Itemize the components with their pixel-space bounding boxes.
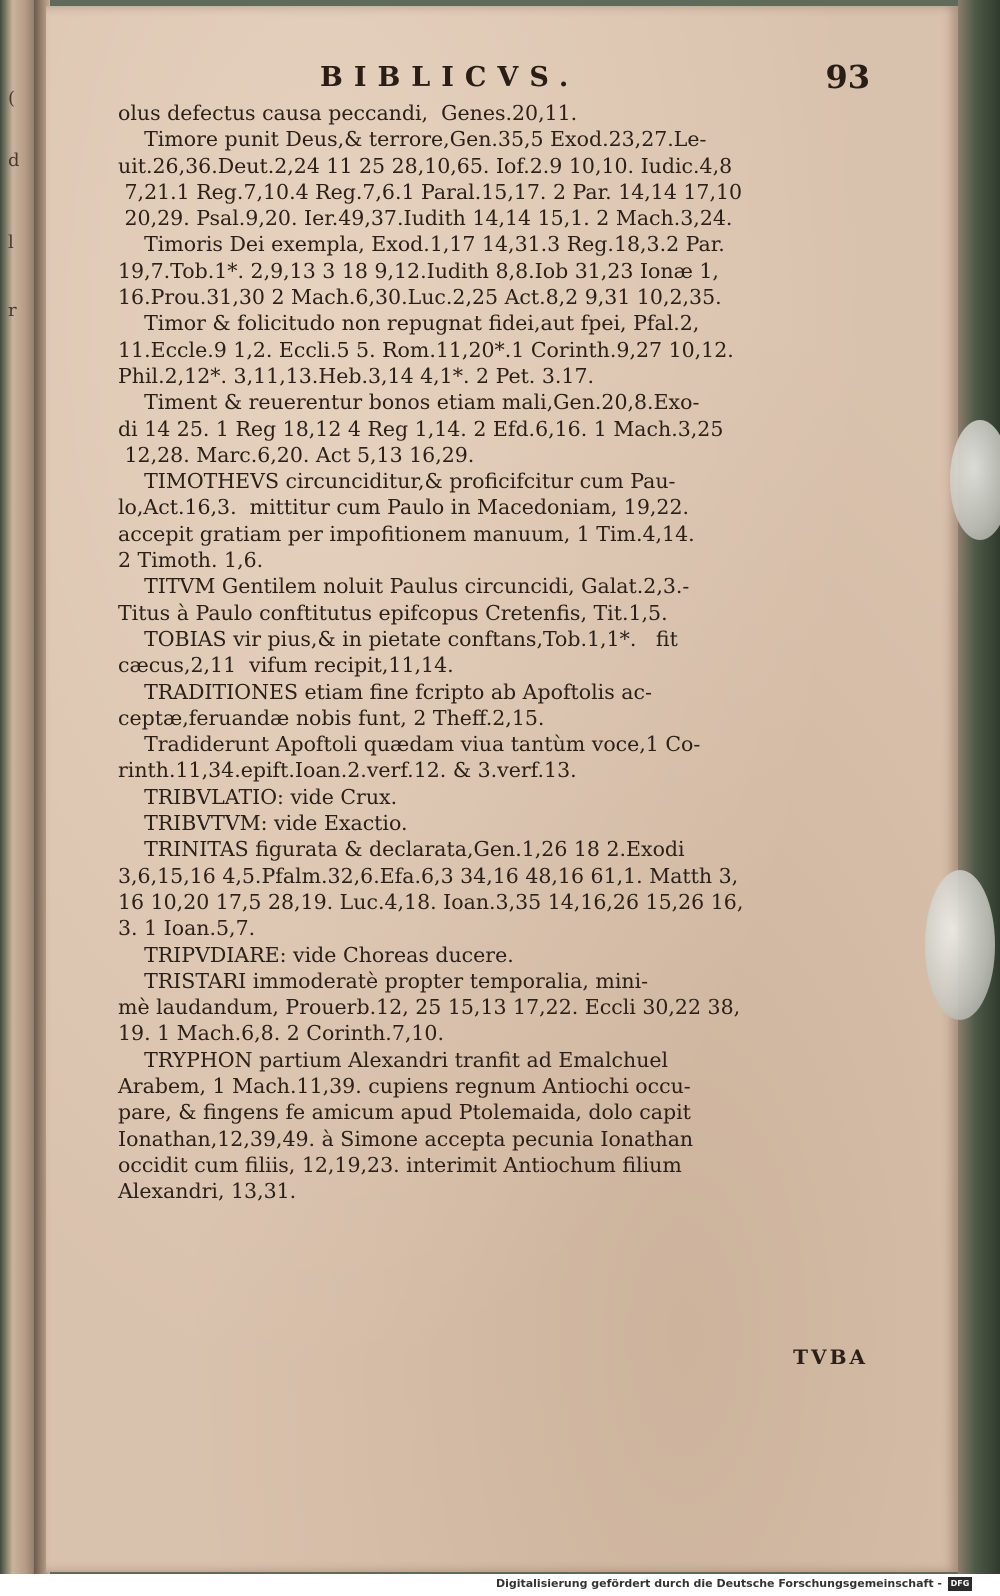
text-line: lo,Act.16,3. mittitur cum Paulo in Macedoniam, 19,22.	[118, 495, 690, 520]
text-line: 16 10,20 17,5 28,19. Luc.4,18. Ioan.3,35 14,16,26 15,26 16,	[118, 889, 744, 914]
text-line: TIMOTHEVS circunciditur,& proficifcitur cum Pau-	[118, 469, 676, 494]
text-line: uit.26,36.Deut.2,24 11 25 28,10,65. Iof.2.9 10,10. Iudic.4,8	[118, 153, 733, 178]
text-line: Tradiderunt Apoftoli quædam viua tantùm voce,1 Co-	[118, 732, 701, 757]
margin-mark: (	[8, 88, 16, 109]
text-line: Arabem, 1 Mach.11,39. cupiens regnum Antiochi occu-	[118, 1073, 691, 1098]
margin-mark: d	[8, 150, 20, 171]
text-line: TRISTARI immoderatè propter temporalia, mini-	[118, 968, 649, 993]
text-line: 20,29. Psal.9,20. Ier.49,37.Iudith 14,14 15,1. 2 Mach.3,24.	[118, 206, 733, 231]
text-line: Ionathan,12,39,49. à Simone accepta pecunia Ionathan	[118, 1126, 694, 1151]
text-line: TRYPHON partium Alexandri tranfit ad Emalchuel	[118, 1047, 669, 1072]
text-line: Titus à Paulo conftitutus epifcopus Cretenfis, Tit.1,5.	[118, 600, 668, 625]
text-line: TOBIAS vir pius,& in pietate conftans,Tob.1,1*. fit	[118, 626, 678, 651]
margin-mark: r	[8, 300, 17, 321]
catchword: TVBA	[793, 1345, 868, 1369]
text-line: cæcus,2,11 vifum recipit,11,14.	[118, 653, 454, 678]
text-line: Timent & reuerentur bonos etiam mali,Gen.20,8.Exo-	[118, 390, 700, 415]
text-line: 19,7.Tob.1*. 2,9,13 3 18 9,12.Iudith 8,8.Iob 31,23 Ionæ 1,	[118, 258, 719, 283]
text-line: Timore punit Deus,& terrore,Gen.35,5 Exod.23,27.Le-	[118, 127, 707, 152]
left-page-edge	[0, 0, 36, 1574]
text-line: 11.Eccle.9 1,2. Eccli.5 5. Rom.11,20*.1 Corinth.9,27 10,12.	[118, 337, 734, 362]
text-line: olus defectus causa peccandi, Genes.20,11.	[118, 101, 578, 125]
text-line: di 14 25. 1 Reg 18,12 4 Reg 1,14. 2 Efd.6,16. 1 Mach.3,25	[118, 416, 724, 441]
index-entries	[118, 100, 858, 1204]
text-line: TRIBVTVM: vide Exactio.	[118, 811, 408, 836]
dfg-logo: DFG	[948, 1577, 972, 1591]
text-line: ceptæ,feruandæ nobis funt, 2 Theff.2,15.	[118, 705, 545, 730]
text-line: rinth.11,34.epift.Ioan.2.verf.12. & 3.verf.13.	[118, 758, 577, 783]
text-line: pare, & fingens fe amicum apud Ptolemaida, dolo capit	[118, 1100, 691, 1125]
clasp-icon	[925, 870, 995, 1020]
text-line: 12,28. Marc.6,20. Act 5,13 16,29.	[118, 442, 475, 467]
text-line: 16.Prou.31,30 2 Mach.6,30.Luc.2,25 Act.8,2 9,31 10,2,35.	[118, 285, 722, 310]
text-line: occidit cum filiis, 12,19,23. interimit Antiochum filium	[118, 1152, 682, 1177]
text-line: TRADITIONES etiam fine fcripto ab Apoftolis ac-	[118, 679, 652, 704]
text-line: TRINITAS figurata & declarata,Gen.1,26 18 2.Exodi	[118, 837, 685, 862]
digitization-footer	[0, 1574, 1000, 1596]
text-line: 3. 1 Ioan.5,7.	[118, 916, 256, 941]
text-line: 7,21.1 Reg.7,10.4 Reg.7,6.1 Paral.15,17. 2 Par. 14,14 17,10	[118, 179, 743, 204]
text-line: Timor & folicitudo non repugnat fidei,aut fpei, Pfal.2,	[118, 311, 700, 336]
text-line: Timoris Dei exempla, Exod.1,17 14,31.3 Reg.18,3.2 Par.	[118, 232, 725, 257]
text-line: 19. 1 Mach.6,8. 2 Corinth.7,10.	[118, 1021, 444, 1046]
text-line: Phil.2,12*. 3,11,13.Heb.3,14 4,1*. 2 Pet. 3.17.	[118, 363, 595, 388]
funding-credit: Digitalisierung gefördert durch die Deutsche Forschungsgemeinschaft -	[495, 1577, 942, 1590]
page-header	[280, 60, 880, 100]
text-line: TRIPVDIARE: vide Choreas ducere.	[118, 942, 514, 967]
text-line: 3,6,15,16 4,5.Pfalm.32,6.Efa.6,3 34,16 48,16 61,1. Matth 3,	[118, 863, 739, 888]
text-line: mè laudandum, Prouerb.12, 25 15,13 17,22. Eccli 30,22 38,	[118, 995, 741, 1020]
margin-mark: l	[8, 232, 14, 253]
text-line: TITVM Gentilem noluit Paulus circuncidi, Galat.2,3.-	[118, 574, 690, 599]
text-line: 2 Timoth. 1,6.	[118, 548, 264, 573]
text-line: accepit gratiam per impofitionem manuum, 1 Tim.4,14.	[118, 521, 695, 546]
running-head: BIBLICVS.	[320, 62, 580, 93]
text-line: TRIBVLATIO: vide Crux.	[118, 784, 398, 809]
page-number: 93	[825, 58, 870, 96]
right-binding-edge	[958, 0, 1000, 1574]
text-line: Alexandri, 13,31.	[118, 1179, 297, 1204]
